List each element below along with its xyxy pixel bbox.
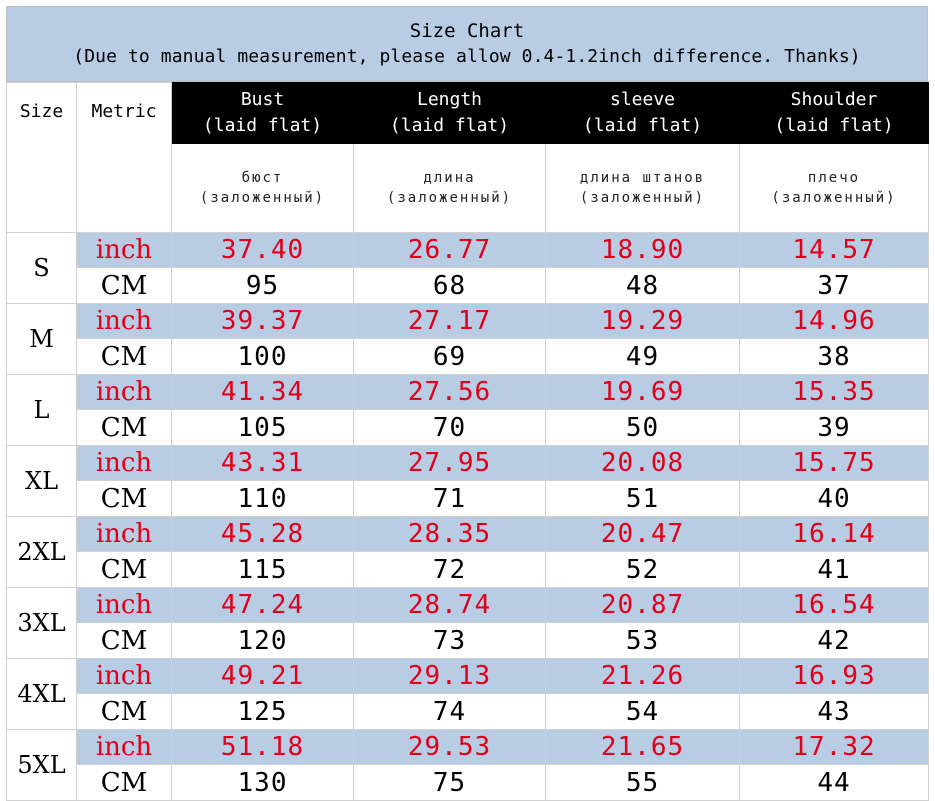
ru-header-label: плечо — [807, 170, 861, 186]
unit-label-cm: CM — [77, 410, 172, 446]
inch-value: 43.31 — [172, 446, 354, 481]
unit-label-cm: CM — [77, 339, 172, 375]
ru-header-sub: (заложенный) — [199, 190, 326, 206]
ru-header-label: бюст — [241, 170, 284, 186]
cm-value: 39 — [740, 410, 929, 446]
cm-value: 105 — [172, 410, 354, 446]
size-table — [6, 82, 929, 801]
unit-label-cm: CM — [77, 623, 172, 659]
table-row-inch — [7, 446, 929, 481]
cm-value: 50 — [546, 410, 740, 446]
cm-value: 49 — [546, 339, 740, 375]
col-header-sub: (laid flat) — [202, 115, 323, 136]
ru-header-bust — [172, 144, 354, 233]
table-row-inch — [7, 659, 929, 694]
table-row-cm — [7, 481, 929, 517]
ru-header-label: длина штанов — [579, 170, 706, 186]
ru-header-sub: (заложенный) — [579, 190, 706, 206]
chart-subtitle: (Due to manual measurement, please allow 0.4-1.2inch difference. Thanks) — [73, 46, 861, 67]
size-label: 2XL — [7, 517, 77, 588]
inch-value: 45.28 — [172, 517, 354, 552]
title-banner — [6, 6, 928, 82]
col-header-label: Length — [416, 89, 483, 110]
inch-value: 51.18 — [172, 730, 354, 765]
size-label: L — [7, 375, 77, 446]
size-label: 4XL — [7, 659, 77, 730]
table-row-inch — [7, 375, 929, 410]
table-row-cm — [7, 339, 929, 375]
cm-value: 95 — [172, 268, 354, 304]
size-header: Size — [7, 83, 77, 233]
cm-value: 51 — [546, 481, 740, 517]
size-label: 3XL — [7, 588, 77, 659]
unit-label-inch: inch — [77, 375, 172, 410]
inch-value: 16.14 — [740, 517, 929, 552]
cm-value: 42 — [740, 623, 929, 659]
inch-value: 18.90 — [546, 233, 740, 268]
cm-value: 53 — [546, 623, 740, 659]
inch-value: 47.24 — [172, 588, 354, 623]
metric-header: Metric — [77, 83, 172, 233]
size-chart — [6, 6, 928, 801]
inch-value: 29.53 — [354, 730, 546, 765]
inch-value: 19.69 — [546, 375, 740, 410]
inch-value: 39.37 — [172, 304, 354, 339]
inch-value: 28.35 — [354, 517, 546, 552]
col-header-sub: (laid flat) — [774, 115, 894, 136]
table-row-cm — [7, 268, 929, 304]
inch-value: 21.26 — [546, 659, 740, 694]
table-row-cm — [7, 623, 929, 659]
cm-value: 73 — [354, 623, 546, 659]
inch-value: 15.35 — [740, 375, 929, 410]
cm-value: 69 — [354, 339, 546, 375]
col-header-length — [354, 83, 546, 144]
table-row-cm — [7, 694, 929, 730]
chart-title: Size Chart — [409, 20, 525, 42]
unit-label-cm: CM — [77, 694, 172, 730]
unit-label-inch: inch — [77, 588, 172, 623]
cm-value: 100 — [172, 339, 354, 375]
ru-header-sub: (заложенный) — [386, 190, 513, 206]
header-row — [7, 83, 929, 144]
inch-value: 28.74 — [354, 588, 546, 623]
inch-value: 37.40 — [172, 233, 354, 268]
cm-value: 74 — [354, 694, 546, 730]
cm-value: 38 — [740, 339, 929, 375]
inch-value: 29.13 — [354, 659, 546, 694]
unit-label-inch: inch — [77, 304, 172, 339]
unit-label-cm: CM — [77, 765, 172, 801]
cm-value: 115 — [172, 552, 354, 588]
table-row-cm — [7, 552, 929, 588]
unit-label-cm: CM — [77, 481, 172, 517]
table-row-inch — [7, 588, 929, 623]
unit-label-cm: CM — [77, 268, 172, 304]
inch-value: 27.17 — [354, 304, 546, 339]
cm-value: 75 — [354, 765, 546, 801]
inch-value: 16.93 — [740, 659, 929, 694]
unit-label-inch: inch — [77, 730, 172, 765]
ru-header-shoulder — [740, 144, 929, 233]
cm-value: 120 — [172, 623, 354, 659]
inch-value: 15.75 — [740, 446, 929, 481]
col-header-bust — [172, 83, 354, 144]
inch-value: 49.21 — [172, 659, 354, 694]
col-header-shoulder — [740, 83, 929, 144]
size-label: S — [7, 233, 77, 304]
table-row-cm — [7, 410, 929, 446]
unit-label-inch: inch — [77, 659, 172, 694]
unit-label-inch: inch — [77, 233, 172, 268]
inch-value: 17.32 — [740, 730, 929, 765]
cm-value: 110 — [172, 481, 354, 517]
cm-value: 43 — [740, 694, 929, 730]
inch-value: 20.87 — [546, 588, 740, 623]
ru-header-length — [354, 144, 546, 233]
cm-value: 72 — [354, 552, 546, 588]
unit-label-inch: inch — [77, 446, 172, 481]
col-header-label: Bust — [240, 89, 285, 110]
cm-value: 55 — [546, 765, 740, 801]
cm-value: 70 — [354, 410, 546, 446]
cm-value: 37 — [740, 268, 929, 304]
col-header-sub: (laid flat) — [582, 115, 703, 136]
size-label: XL — [7, 446, 77, 517]
col-header-sleeve — [546, 83, 740, 144]
inch-value: 20.08 — [546, 446, 740, 481]
ru-header-sub: (заложенный) — [771, 190, 897, 206]
inch-value: 14.57 — [740, 233, 929, 268]
cm-value: 130 — [172, 765, 354, 801]
table-row-inch — [7, 233, 929, 268]
inch-value: 19.29 — [546, 304, 740, 339]
cm-value: 68 — [354, 268, 546, 304]
ru-header-label: длина — [423, 170, 476, 186]
cm-value: 48 — [546, 268, 740, 304]
inch-value: 21.65 — [546, 730, 740, 765]
cm-value: 54 — [546, 694, 740, 730]
size-label: M — [7, 304, 77, 375]
inch-value: 16.54 — [740, 588, 929, 623]
cm-value: 71 — [354, 481, 546, 517]
inch-value: 27.95 — [354, 446, 546, 481]
inch-value: 27.56 — [354, 375, 546, 410]
inch-value: 14.96 — [740, 304, 929, 339]
unit-label-inch: inch — [77, 517, 172, 552]
inch-value: 41.34 — [172, 375, 354, 410]
ru-header-sleeve — [546, 144, 740, 233]
col-header-sub: (laid flat) — [389, 115, 510, 136]
cm-value: 52 — [546, 552, 740, 588]
inch-value: 26.77 — [354, 233, 546, 268]
cm-value: 44 — [740, 765, 929, 801]
col-header-label: Shoulder — [790, 89, 878, 110]
cm-value: 125 — [172, 694, 354, 730]
inch-value: 20.47 — [546, 517, 740, 552]
table-row-inch — [7, 730, 929, 765]
table-row-inch — [7, 304, 929, 339]
size-label: 5XL — [7, 730, 77, 801]
cm-value: 40 — [740, 481, 929, 517]
table-row-inch — [7, 517, 929, 552]
table-row-cm — [7, 765, 929, 801]
col-header-label: sleeve — [609, 89, 676, 110]
cm-value: 41 — [740, 552, 929, 588]
unit-label-cm: CM — [77, 552, 172, 588]
